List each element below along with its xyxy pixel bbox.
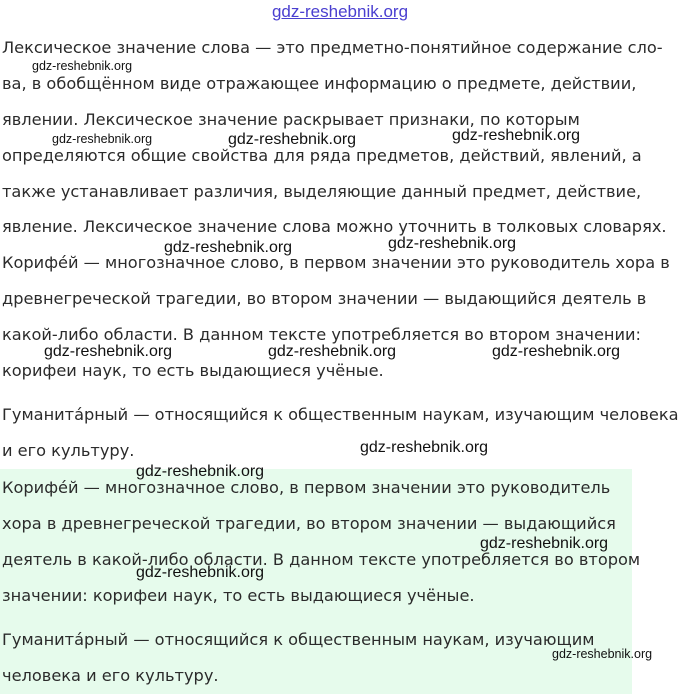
watermark: gdz-reshebnik.org xyxy=(480,535,609,552)
text-line: Корифе́й — многозначное слово, в первом значении это руководитель хора в xyxy=(2,253,670,272)
answer-box xyxy=(0,469,632,694)
text-line: явлении. Лексическое значение раскрывает признаки, по которым xyxy=(2,110,580,129)
watermark: gdz-reshebnik.org xyxy=(552,647,653,661)
watermark: gdz-reshebnik.org xyxy=(360,439,489,456)
text-line: Гуманита́рный — относящийся к общественным наукам, изучающим человека xyxy=(2,405,679,424)
watermark: gdz-reshebnik.org xyxy=(452,127,581,144)
answer-line: значении: корифеи наук, то есть выдающиеся учёные. xyxy=(2,586,475,605)
text-line: также устанавливает различия, выделяющие данный предмет, действие, xyxy=(2,182,642,201)
watermark: gdz-reshebnik.org xyxy=(136,564,265,581)
site-link[interactable]: gdz-reshebnik.org xyxy=(271,2,409,21)
answer-line: Корифе́й — многозначное слово, в первом значении это руководитель xyxy=(2,478,611,497)
watermark: gdz-reshebnik.org xyxy=(228,131,357,148)
watermark: gdz-reshebnik.org xyxy=(44,343,173,360)
watermark: gdz-reshebnik.org xyxy=(164,239,293,256)
text-line: корифеи наук, то есть выдающиеся учёные. xyxy=(2,361,384,380)
watermark: gdz-reshebnik.org xyxy=(388,235,517,252)
watermark: gdz-reshebnik.org xyxy=(52,132,153,146)
watermark: gdz-reshebnik.org xyxy=(492,343,621,360)
text-line: определяются общие свойства для ряда предметов, действий, явлений, а xyxy=(2,146,642,165)
watermark: gdz-reshebnik.org xyxy=(32,59,133,73)
text-line: какой-либо области. В данном тексте употребляется во втором значении: xyxy=(2,325,642,344)
watermark: gdz-reshebnik.org xyxy=(268,343,397,360)
answer-line: деятель в какой-либо области. В данном тексте употребляется во втором xyxy=(2,550,641,569)
answer-line: Гуманита́рный — относящийся к общественным наукам, изучающим xyxy=(2,630,595,649)
answer-line: хора в древнегреческой трагедии, во втором значении — выдающийся xyxy=(2,514,616,533)
text-line: древнегреческой трагедии, во втором значении — выдающийся деятель в xyxy=(2,289,647,308)
answer-line: человека и его культуру. xyxy=(2,666,219,685)
text-line: и его культуру. xyxy=(2,441,135,460)
text-line: явление. Лексическое значение слова можно уточнить в толковых словарях. xyxy=(2,217,667,236)
text-line: Лексическое значение слова — это предметно-понятийное содержание сло- xyxy=(2,38,663,57)
watermark: gdz-reshebnik.org xyxy=(136,463,265,480)
text-line: ва, в обобщённом виде отражающее информацию о предмете, действии, xyxy=(2,74,637,93)
